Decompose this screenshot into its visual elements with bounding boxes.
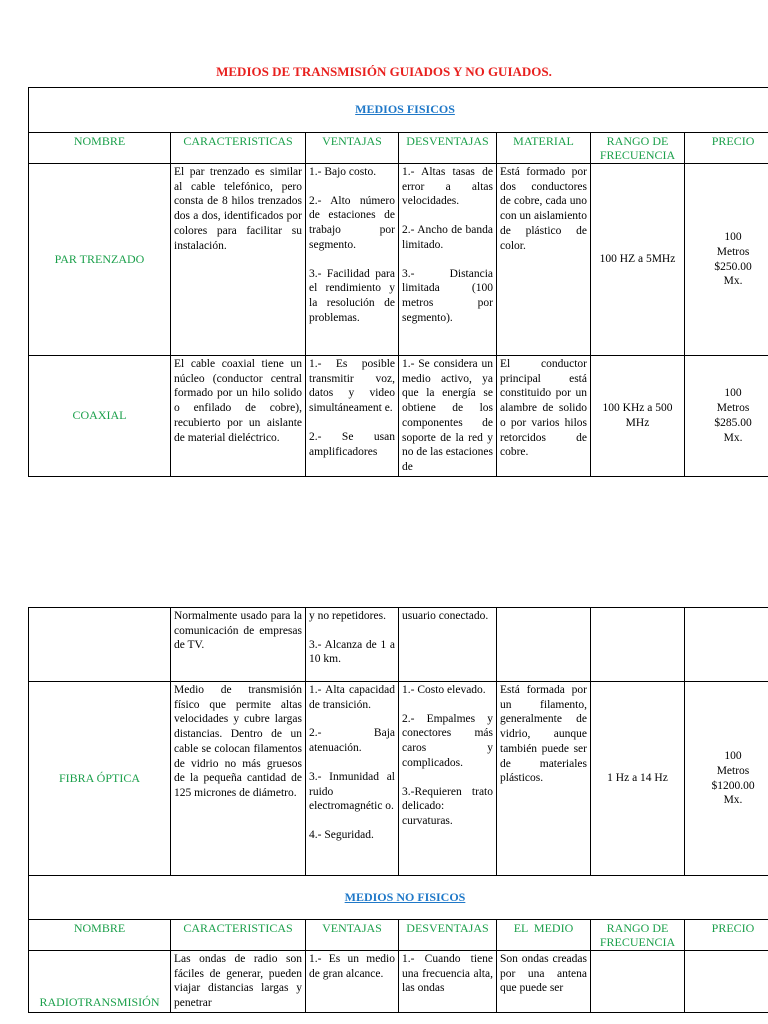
price-unit: Metros	[716, 764, 750, 777]
row-ventajas	[306, 164, 399, 356]
table-row	[29, 951, 768, 1013]
header-nombre: NOMBRE	[29, 133, 171, 164]
list-item: 2.- Se usan amplificadores	[309, 430, 395, 458]
row-caracteristicas: El cable coaxial tiene un núcleo (conductor central formado por un hilo solido o enfilado de cobre), recubierto por un aislante de material dieléctrico.	[171, 356, 306, 477]
header-desventajas: DESVENTAJAS	[399, 133, 497, 164]
media-table-continued	[28, 607, 768, 1013]
list-item: y no repetidores.	[309, 610, 386, 622]
section-header-nonphysical	[29, 876, 768, 920]
list-item: 2.- Alto número de estaciones de trabajo por segmento.	[309, 194, 395, 251]
price-currency: Mx.	[723, 275, 743, 288]
price-amount: $250.00	[714, 260, 752, 273]
row-precio	[685, 356, 768, 477]
price-amount: $1200.00	[711, 779, 755, 792]
row-name-empty	[29, 608, 171, 682]
header-ventajas: VENTAJAS	[306, 133, 399, 164]
header-nombre: NOMBRE	[29, 920, 171, 951]
list-item: 3.- Distancia limitada (100 metros por segmento).	[402, 267, 493, 324]
header-precio: PRECIO	[685, 920, 768, 951]
row-desventajas	[399, 164, 497, 356]
table-row	[29, 682, 768, 876]
row-name: FIBRA ÓPTICA	[29, 682, 171, 876]
row-material-empty	[497, 608, 591, 682]
price-currency: Mx.	[723, 794, 743, 807]
row-material: Está formada por un filamento, generalmente de vidrio, aunque también puede ser de materiales plásticos.	[497, 682, 591, 876]
row-desventajas: 1.- Cuando tiene una frecuencia alta, las ondas	[399, 951, 497, 1013]
price-unit: Metros	[716, 245, 750, 258]
section-title: MEDIOS NO FISICOS	[344, 889, 466, 904]
list-item: 1.- Alta capacidad de transición.	[309, 684, 395, 711]
header-row	[29, 920, 768, 951]
row-name: PAR TRENZADO	[29, 164, 171, 356]
row-precio	[685, 682, 768, 876]
header-row	[29, 133, 768, 164]
price-qty: 100	[724, 231, 742, 244]
list-item: 3.- Alcanza de 1 a 10 km.	[309, 638, 395, 666]
header-medio: EL MEDIO	[497, 920, 591, 951]
row-material: Está formado por dos conductores de cobre, cada uno con un aislamiento de plástico de color.	[497, 164, 591, 356]
row-name: RADIOTRANSMISIÓN	[29, 951, 171, 1013]
header-caracteristicas: CARACTERISTICAS	[171, 133, 306, 164]
row-caracteristicas: Normalmente usado para la comunicación de empresas de TV.	[171, 608, 306, 682]
row-rango: 100 HZ a 5MHz	[591, 164, 685, 356]
row-ventajas	[306, 682, 399, 876]
price-qty: 100	[724, 750, 742, 763]
row-caracteristicas: El par trenzado es similar al cable telefónico, pero consta de 8 hilos trenzados dos a dos, identificados por colores para facilitar su instalación.	[171, 164, 306, 356]
list-item: 4.- Seguridad.	[309, 828, 374, 841]
row-precio	[685, 164, 768, 356]
row-desventajas: 1.- Se considera un medio activo, ya que la energía se obtiene de los componentes de soporte de la red y no de las estaciones de	[399, 356, 497, 477]
section-header-physical	[29, 88, 768, 133]
list-item: 3.- Facilidad para el rendimiento y la resolución de problemas.	[309, 267, 395, 324]
list-item: 2.- Baja atenuación.	[309, 727, 395, 755]
list-item: 3.-Requieren trato delicado: curvaturas.	[402, 785, 493, 827]
header-caracteristicas: CARACTERISTICAS	[171, 920, 306, 951]
header-ventajas: VENTAJAS	[306, 920, 399, 951]
list-item: 1.- Es posible transmitir voz, datos y video simultáneament e.	[309, 358, 395, 415]
row-rango: 100 KHz a 500 MHz	[591, 356, 685, 477]
header-rango: RANGO DE FRECUENCIA	[591, 133, 685, 164]
row-name: COAXIAL	[29, 356, 171, 477]
list-item: 1.- Costo elevado.	[402, 684, 486, 696]
section-title: MEDIOS FISICOS	[355, 102, 455, 117]
row-medio: Son ondas creadas por una antena que puede ser	[497, 951, 591, 1013]
document-title: MEDIOS DE TRANSMISIÓN GUIADOS Y NO GUIADOS.	[216, 64, 552, 79]
row-ventajas	[306, 356, 399, 477]
header-material: MATERIAL	[497, 133, 591, 164]
row-caracteristicas: Medio de transmisión físico que permite altas velocidades y cubre largas distancias. Dentro de un cable se colocan filamentos de vidrio no más gruesos de la pequeña cantidad de 125 micrones de diámetro.	[171, 682, 306, 876]
physical-media-table	[28, 87, 768, 477]
row-precio-empty	[685, 951, 768, 1013]
price-currency: Mx.	[723, 431, 743, 444]
list-item: 1.- Bajo costo.	[309, 166, 377, 178]
row-desventajas	[399, 682, 497, 876]
row-ventajas: 1.- Es un medio de gran alcance.	[306, 951, 399, 1013]
price-unit: Metros	[716, 402, 750, 415]
row-desventajas: usuario conectado.	[399, 608, 497, 682]
table-row	[29, 608, 768, 682]
row-caracteristicas: Las ondas de radio son fáciles de generar, pueden viajar distancias largas y penetrar	[171, 951, 306, 1013]
row-rango: 1 Hz a 14 Hz	[591, 682, 685, 876]
row-rango-empty	[591, 608, 685, 682]
table-row	[29, 164, 768, 356]
row-rango-empty	[591, 951, 685, 1013]
row-ventajas	[306, 608, 399, 682]
header-precio: PRECIO	[685, 133, 768, 164]
price-amount: $285.00	[714, 416, 752, 429]
price-qty: 100	[724, 387, 742, 400]
list-item: 2.- Empalmes y conectores más caros y complicados.	[402, 712, 493, 769]
header-rango: RANGO DE FRECUENCIA	[591, 920, 685, 951]
list-item: 2.- Ancho de banda limitado.	[402, 224, 493, 251]
list-item: 1.- Altas tasas de error a altas velocidades.	[402, 166, 493, 208]
table-row	[29, 356, 768, 477]
row-material: El conductor principal está constituido por un alambre de solido o por varios hilos retorcidos de cobre.	[497, 356, 591, 477]
header-desventajas: DESVENTAJAS	[399, 920, 497, 951]
row-precio-empty	[685, 608, 768, 682]
list-item: 3.- Inmunidad al ruido electromagnétic o.	[309, 770, 395, 813]
